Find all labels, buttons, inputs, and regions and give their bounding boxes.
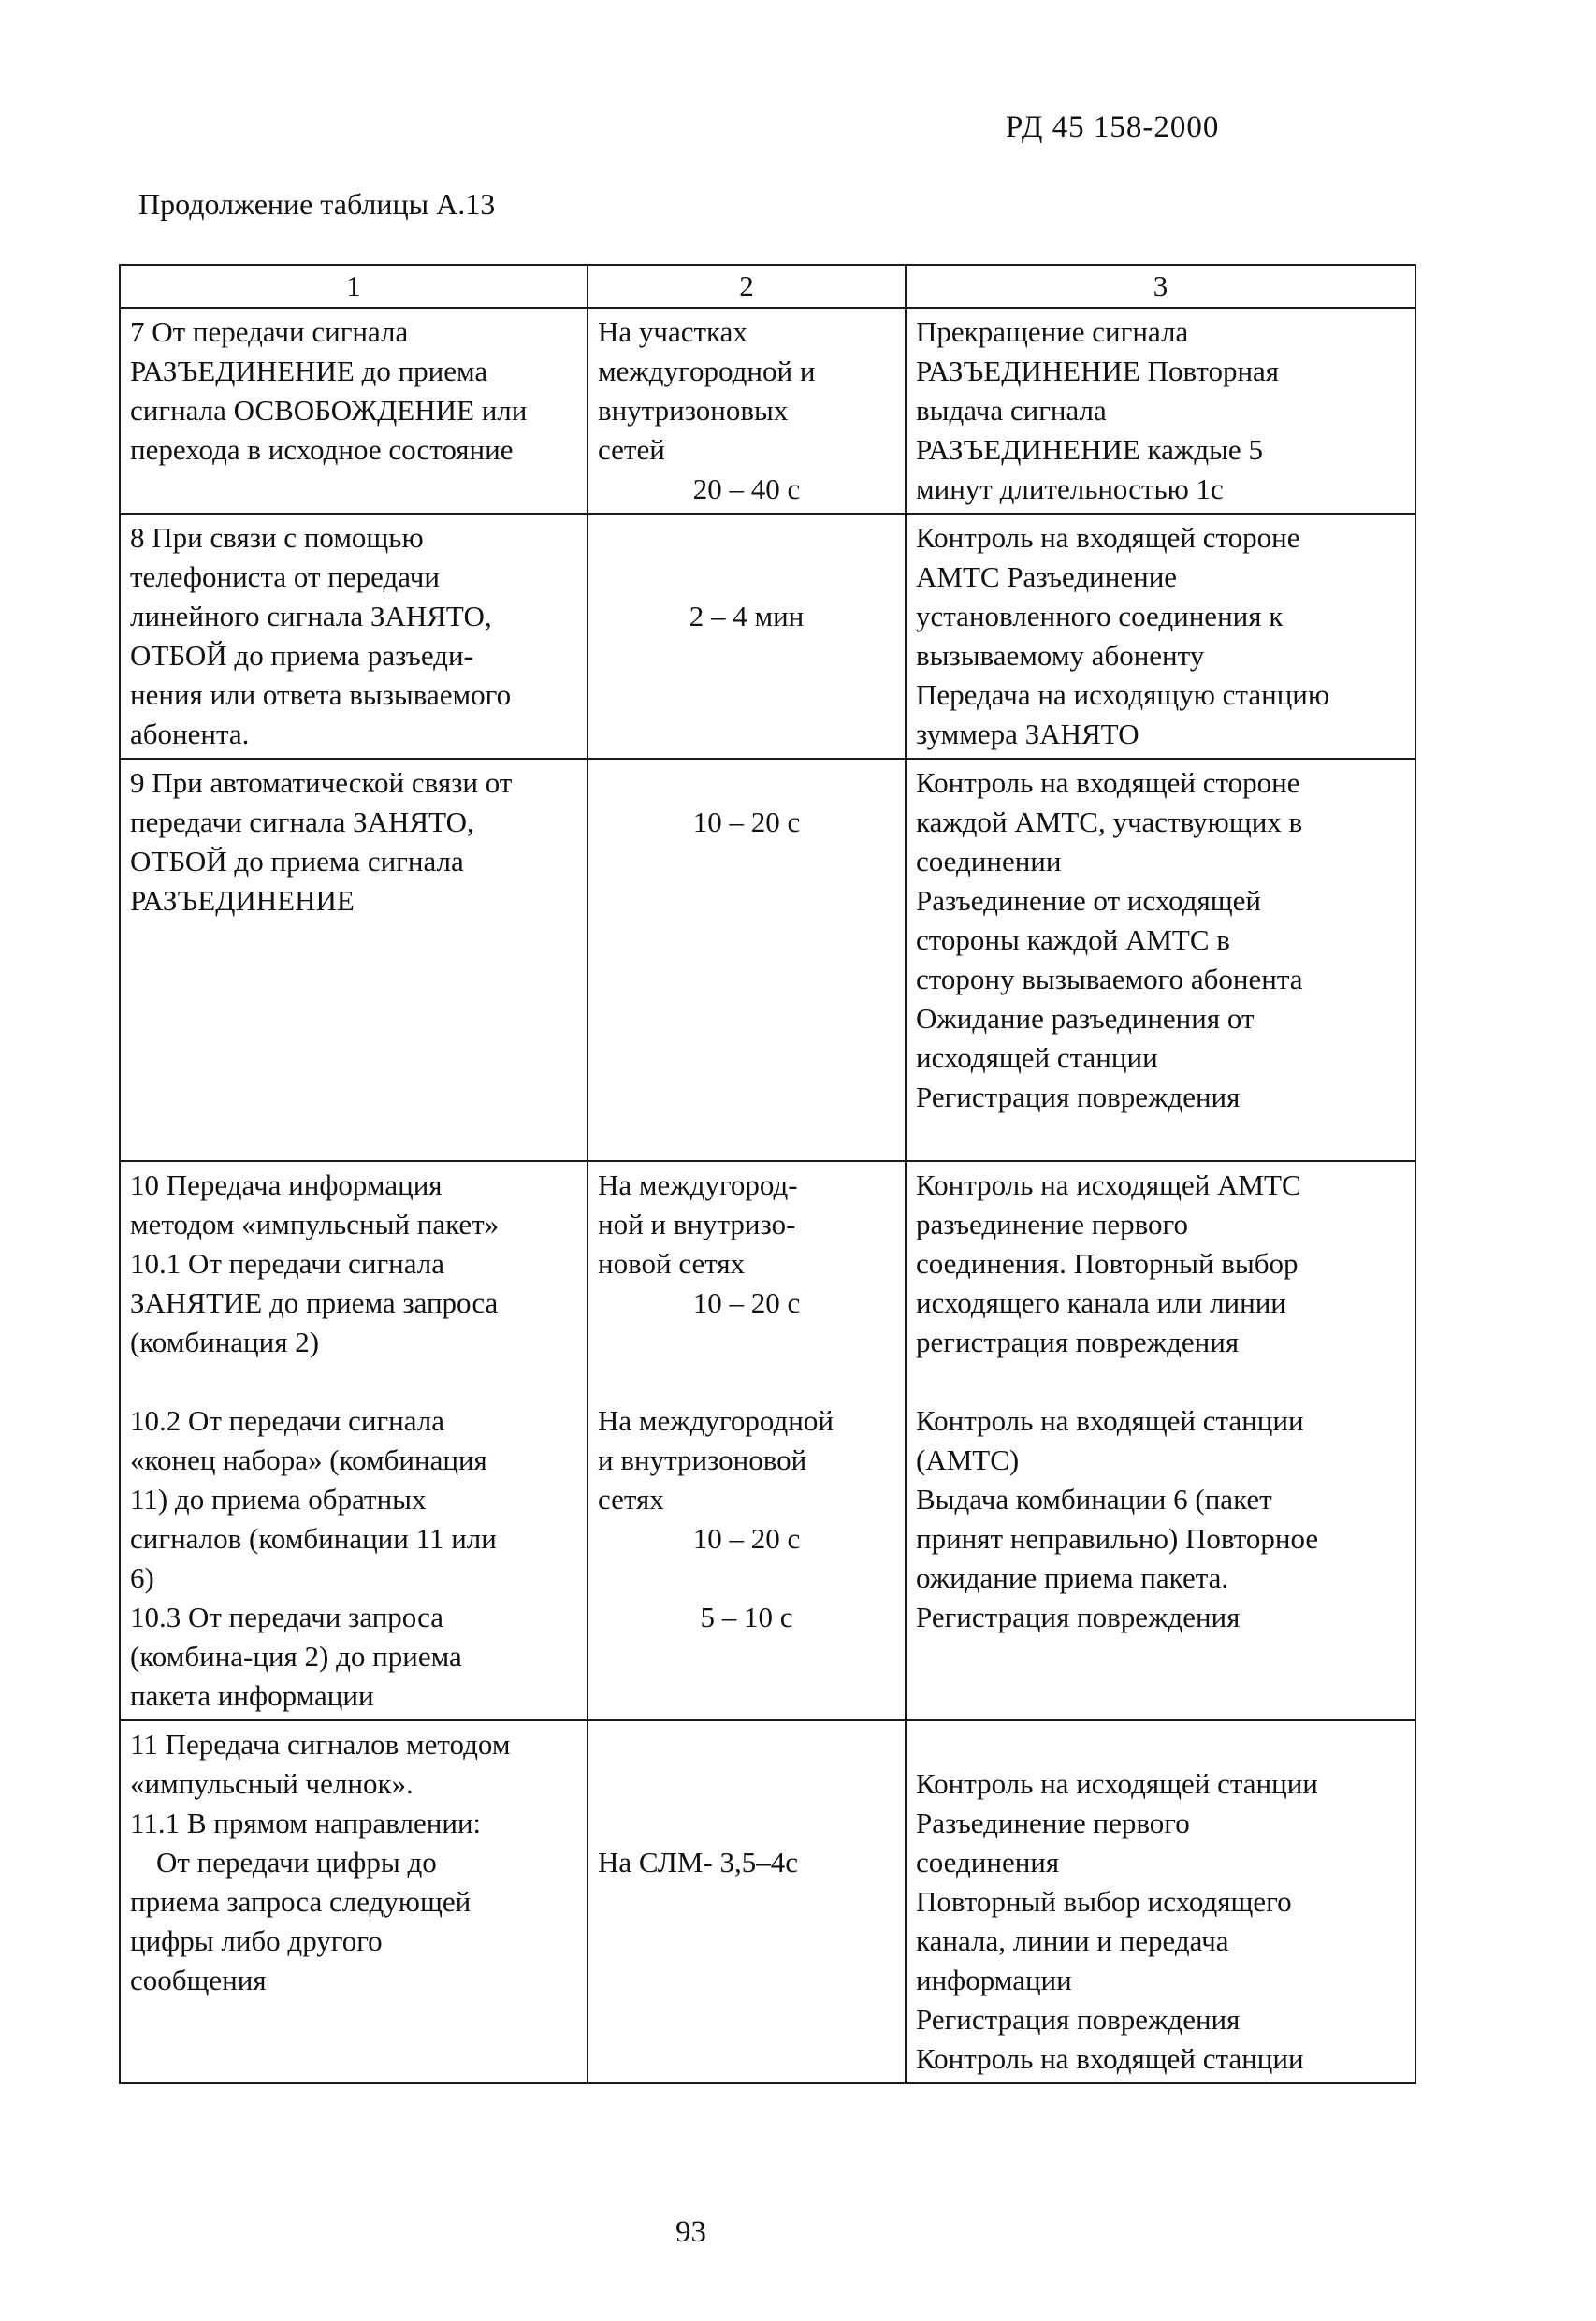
row8-action (906, 514, 1415, 759)
text-line: Регистрация повреждения (916, 1601, 1241, 1633)
text-line: ОТБОЙ до приема разъеди- (130, 639, 473, 672)
text-line: 7 От передачи сигнала (130, 315, 409, 348)
text-line: ОТБОЙ до приема сигнала (130, 845, 464, 878)
time-value: 10 – 20 с (692, 1522, 801, 1555)
text-line: Регистрация повреждения (916, 1081, 1241, 1113)
text-line: 6) (130, 1561, 154, 1594)
text-line: Контроль на исходящей АМТС (916, 1168, 1301, 1201)
text-line: сигнала ОСВОБОЖДЕНИЕ или (130, 394, 528, 427)
text-line: зуммера ЗАНЯТО (916, 718, 1139, 750)
text-line: Контроль на входящей стороне (916, 521, 1300, 554)
text-line: На участках (598, 315, 747, 348)
text-line: принят неправильно) Повторное (916, 1522, 1319, 1555)
time-value: 10 – 20 с (692, 1286, 801, 1319)
text-line: установленного соединения к (916, 600, 1284, 632)
text-line: приема запроса следующей (130, 1885, 472, 1918)
text-line: 9 При автоматической связи от (130, 766, 513, 799)
document-code: РД 45 158-2000 (1006, 110, 1220, 144)
text-line: абонента. (130, 718, 250, 750)
column-header-2: 2 (588, 265, 906, 308)
text-line: Контроль на входящей станции (916, 1404, 1304, 1437)
text-line: перехода в исходное состояние (130, 433, 514, 466)
text-line: 10.2 От передачи сигнала (130, 1404, 445, 1437)
text-line: Повторный выбор исходящего (916, 1885, 1292, 1918)
table-header-row (120, 265, 1415, 308)
row10-condition (120, 1161, 588, 1720)
text-line: На междугород- (598, 1168, 798, 1201)
text-line: линейного сигнала ЗАНЯТО, (130, 600, 492, 632)
row7-network (588, 308, 906, 514)
text-line: методом «импульсный пакет» (130, 1208, 500, 1240)
text-line: Контроль на входящей стороне (916, 766, 1300, 799)
text-line: ожидание приема пакета. (916, 1561, 1229, 1594)
text-line: внутризоновых (598, 394, 789, 427)
text-line: РАЗЪЕДИНЕНИЕ Повторная (916, 355, 1280, 387)
table-row (120, 514, 1415, 759)
table-a13 (119, 264, 1416, 2084)
table-continuation-caption: Продолжение таблицы А.13 (138, 187, 496, 221)
text-line: 11 Передача сигналов методом (130, 1728, 511, 1761)
text-line: «конец набора» (комбинация (130, 1443, 487, 1476)
table-row (120, 1161, 1415, 1720)
text-line: канала, линии и передача (916, 1924, 1229, 1957)
text-line: 10.1 От передачи сигнала (130, 1247, 445, 1280)
table-row (120, 1720, 1415, 2083)
text-line: сетей (598, 433, 665, 466)
text-line: выдача сигнала (916, 394, 1107, 427)
text-line: От передачи цифры до (156, 1846, 437, 1879)
row10-network (588, 1161, 906, 1720)
text-line: ной и внутризо- (598, 1208, 796, 1240)
text-line: разъединение первого (916, 1208, 1188, 1240)
text-line: ЗАНЯТИЕ до приема запроса (130, 1286, 499, 1319)
time-value: 20 – 40 с (692, 472, 801, 505)
column-header-1: 1 (120, 265, 588, 308)
text-line: вызываемому абоненту (916, 639, 1205, 672)
text-line: (комбина-ция 2) до приема (130, 1640, 462, 1673)
text-line: Регистрация повреждения (916, 2003, 1241, 2036)
text-line: междугородной и (598, 355, 816, 387)
text-line: информации (916, 1964, 1072, 1996)
text-line: На междугородной (598, 1404, 834, 1437)
page-number: 93 (675, 2215, 706, 2249)
text-line: стороны каждой АМТС в (916, 923, 1230, 956)
text-line: Прекращение сигнала (916, 315, 1189, 348)
row8-network (588, 514, 906, 759)
text-line: исходящей станции (916, 1041, 1158, 1074)
table-row (120, 759, 1415, 1161)
column-header-3: 3 (906, 265, 1415, 308)
text-line: АМТС Разъединение (916, 560, 1178, 593)
row11-action (906, 1720, 1415, 2083)
text-line: и внутризоновой (598, 1443, 807, 1476)
text-line: Разъединение первого (916, 1806, 1190, 1839)
text-line: сигналов (комбинации 11 или (130, 1522, 497, 1555)
text-line: Ожидание разъединения от (916, 1002, 1255, 1035)
text-line: РАЗЪЕДИНЕНИЕ каждые 5 (916, 433, 1263, 466)
time-value: 5 – 10 с (700, 1601, 793, 1633)
text-line: РАЗЪЕДИНЕНИЕ до приема (130, 355, 488, 387)
text-line: новой сетях (598, 1247, 746, 1280)
text-line: каждой АМТС, участвующих в (916, 805, 1303, 838)
text-line: Передача на исходящую станцию (916, 678, 1330, 711)
row11-condition (120, 1720, 588, 2083)
text-line: 11) до приема обратных (130, 1483, 427, 1516)
text-line: цифры либо другого (130, 1924, 383, 1957)
text-line: Контроль на исходящей станции (916, 1767, 1318, 1800)
text-line: сторону вызываемого абонента (916, 963, 1303, 995)
text-line: соединении (916, 845, 1062, 878)
text-line: сообщения (130, 1964, 267, 1996)
time-value: 2 – 4 мин (689, 600, 805, 632)
text-line: Разъединение от исходящей (916, 884, 1262, 917)
text-line: соединения (916, 1846, 1060, 1879)
text-line: сетях (598, 1483, 664, 1516)
text-line: минут длительностью 1с (916, 472, 1224, 505)
table-row (120, 308, 1415, 514)
row7-action (906, 308, 1415, 514)
row9-condition (120, 759, 588, 1161)
row10-action (906, 1161, 1415, 1720)
row9-network (588, 759, 906, 1161)
time-value: 10 – 20 с (692, 805, 801, 838)
text-line: пакета информации (130, 1679, 374, 1712)
text-line: РАЗЪЕДИНЕНИЕ (130, 884, 355, 917)
text-line: регистрация повреждения (916, 1326, 1240, 1358)
row9-action (906, 759, 1415, 1161)
row7-condition (120, 308, 588, 514)
text-line: 10 Передача информация (130, 1168, 443, 1201)
text-line: Контроль на входящей станции (916, 2042, 1304, 2075)
text-line: нения или ответа вызываемого (130, 678, 512, 711)
text-line: передачи сигнала ЗАНЯТО, (130, 805, 474, 838)
row11-network (588, 1720, 906, 2083)
text-line: Выдача комбинации 6 (пакет (916, 1483, 1272, 1516)
row8-condition (120, 514, 588, 759)
text-line: соединения. Повторный выбор (916, 1247, 1299, 1280)
text-line: 8 При связи с помощью (130, 521, 424, 554)
text-line: исходящего канала или линии (916, 1286, 1286, 1319)
text-line: (комбинация 2) (130, 1326, 320, 1358)
text-line: «импульсный челнок». (130, 1767, 414, 1800)
time-value: На СЛМ- 3,5–4с (598, 1846, 798, 1879)
text-line: 10.3 От передачи запроса (130, 1601, 443, 1633)
text-line: 11.1 В прямом направлении: (130, 1806, 482, 1839)
text-line: (АМТС) (916, 1443, 1020, 1476)
text-line: телефониста от передачи (130, 560, 440, 593)
